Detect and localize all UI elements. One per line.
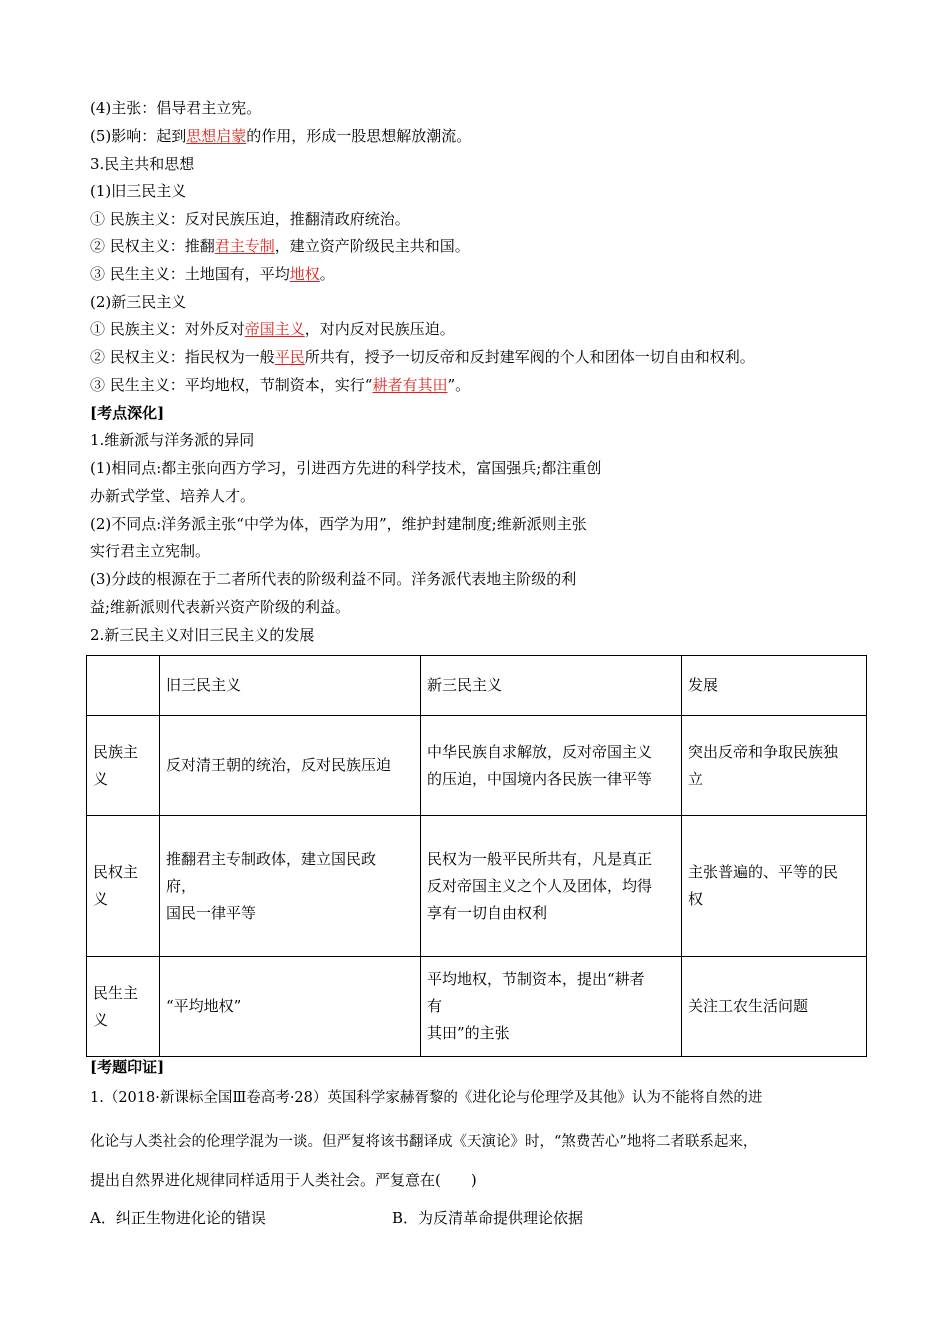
header-cell: 发展 [682,656,867,716]
cell-line: 国民一律平等 [166,903,257,922]
comparison-table [86,655,867,1057]
highlight-gengzheyouqitian: 耕者有其田 [372,376,448,394]
dev-cell [682,716,867,816]
cell-line: 民生主 [93,983,139,1002]
new-minquan [90,347,755,367]
text: 的作用，形成一股思想解放潮流。 [246,127,472,145]
text: ，对内反对民族压迫。 [304,320,455,338]
text: ② 民权主义：推翻 [90,237,215,255]
row-label [87,716,160,816]
highlight-pingmin: 平民 [274,348,305,366]
cell-line: 民权为一般平民所共有，凡是真正 [427,849,653,868]
new-minsheng [90,375,470,395]
heading-kaodian-shenhua: [考点深化] [90,404,165,422]
highlight-sixiangqimeng: 思想启蒙 [186,127,247,145]
question-1-line-2: 化论与人类社会的伦理学混为一谈。但严复将该书翻译成《天演论》时，“煞费苦心”地将二者联系起来， [90,1134,758,1150]
text: ，建立资产阶级民主共和国。 [274,237,470,255]
item-1-root-a: (3)分歧的根源在于二者所代表的阶级利益不同。洋务派代表地主阶级的利 [90,570,577,588]
highlight-diguozhuyi: 帝国主义 [244,320,305,338]
cell-line: 义 [93,1010,109,1029]
dev-cell [682,816,867,957]
option-a: A．纠正生物进化论的错误 [90,1209,266,1227]
cell-line: 享有一切自由权利 [427,903,548,922]
item-1-root-b: 益;维新派则代表新兴资产阶级的利益。 [90,598,351,616]
text: (5)影响：起到 [90,127,187,145]
text: ③ 民生主义：平均地权，节制资本，实行“ [90,376,373,394]
question-1-line-3: 提出自然界进化规律同样适用于人类社会。严复意在( ) [90,1171,477,1189]
item-1-different-b: 实行君主立宪制。 [90,542,211,560]
line-5-yingxiang [90,126,471,146]
cell-line: 的压迫，中国境内各民族一律平等 [427,769,653,788]
new-minzu [90,319,455,339]
row-label [87,957,160,1057]
item-2-title: 2.新三民主义对旧三民主义的发展 [90,626,315,644]
highlight-junzhuzhuanzhi: 君主专制 [214,237,275,255]
cell-line: 义 [93,890,109,908]
text: ”。 [447,376,471,394]
text: ② 民权主义：指民权为一般 [90,348,275,366]
old-minsheng [90,264,335,284]
dev-cell [682,957,867,1057]
old-cell [160,816,421,957]
cell-line: 有 [427,997,443,1015]
cell-line: 关注工农生活问题 [688,997,809,1015]
old-minzu: ① 民族主义：反对民族压迫，推翻清政府统治。 [90,210,410,228]
old-cell [160,716,421,816]
cell-line: 反对帝国主义之个人及团体，均得 [427,876,653,895]
cell-line: 府， [166,876,197,895]
old-sanmin-title: (1)旧三民主义 [90,182,187,200]
cell-line: 反对清王朝的统治，反对民族压迫 [166,756,392,774]
item-1-title: 1.维新派与洋务派的异同 [90,431,255,449]
section-3-title: 3.民主共和思想 [90,155,195,173]
table-row [87,816,867,957]
old-cell [160,957,421,1057]
cell-line: 突出反帝和争取民族独 [688,742,839,761]
text: ① 民族主义：对外反对 [90,320,245,338]
new-cell [421,816,682,957]
header-cell [87,656,160,716]
highlight-diquan: 地权 [289,265,320,283]
text: 所共有，授予一切反帝和反封建军阀的个人和团体一切自由和权利。 [304,348,755,366]
header-cell: 旧三民主义 [160,656,421,716]
text: ③ 民生主义：土地国有，平均 [90,265,290,283]
table-row [87,716,867,816]
cell-line: 其田”的主张 [427,1024,510,1042]
old-minquan [90,236,470,256]
cell-line: 中华民族自求解放，反对帝国主义 [427,742,653,761]
item-1-similar-b: 办新式学堂、培养人才。 [90,487,256,505]
option-b: B．为反清革命提供理论依据 [392,1209,584,1227]
new-cell [421,957,682,1057]
table-header-row [87,656,867,716]
new-sanmin-title: (2)新三民主义 [90,293,187,311]
cell-line: 主张普遍的、平等的民 [688,863,839,881]
item-1-different-a: (2)不同点:洋务派主张“中学为体，西学为用”，维护封建制度;维新派则主张 [90,515,587,533]
cell-line: 义 [93,769,109,788]
heading-kaoti-yinzheng: [考题印证] [90,1058,165,1076]
cell-line: “平均地权” [166,997,242,1015]
new-cell [421,716,682,816]
cell-line: 推翻君主专制政体，建立国民政 [166,849,377,868]
cell-line: 民权主 [93,863,139,881]
cell-line: 权 [688,890,704,908]
cell-line: 民族主 [93,742,139,761]
cell-line: 平均地权，节制资本，提出“耕者 [427,970,645,988]
question-1-line-1: 1.（2018·新课标全国Ⅲ卷高考·28）英国科学家赫胥黎的《进化论与伦理学及其他》认为不能将自然的进 [90,1090,763,1106]
cell-line: 立 [688,769,704,788]
item-1-similar-a: (1)相同点:都主张向西方学习，引进西方先进的科学技术，富国强兵;都注重创 [90,459,602,477]
table-row [87,957,867,1057]
line-4-zhuzhang: (4)主张：倡导君主立宪。 [90,99,262,117]
header-cell: 新三民主义 [421,656,682,716]
text: 。 [319,265,335,283]
row-label [87,816,160,957]
